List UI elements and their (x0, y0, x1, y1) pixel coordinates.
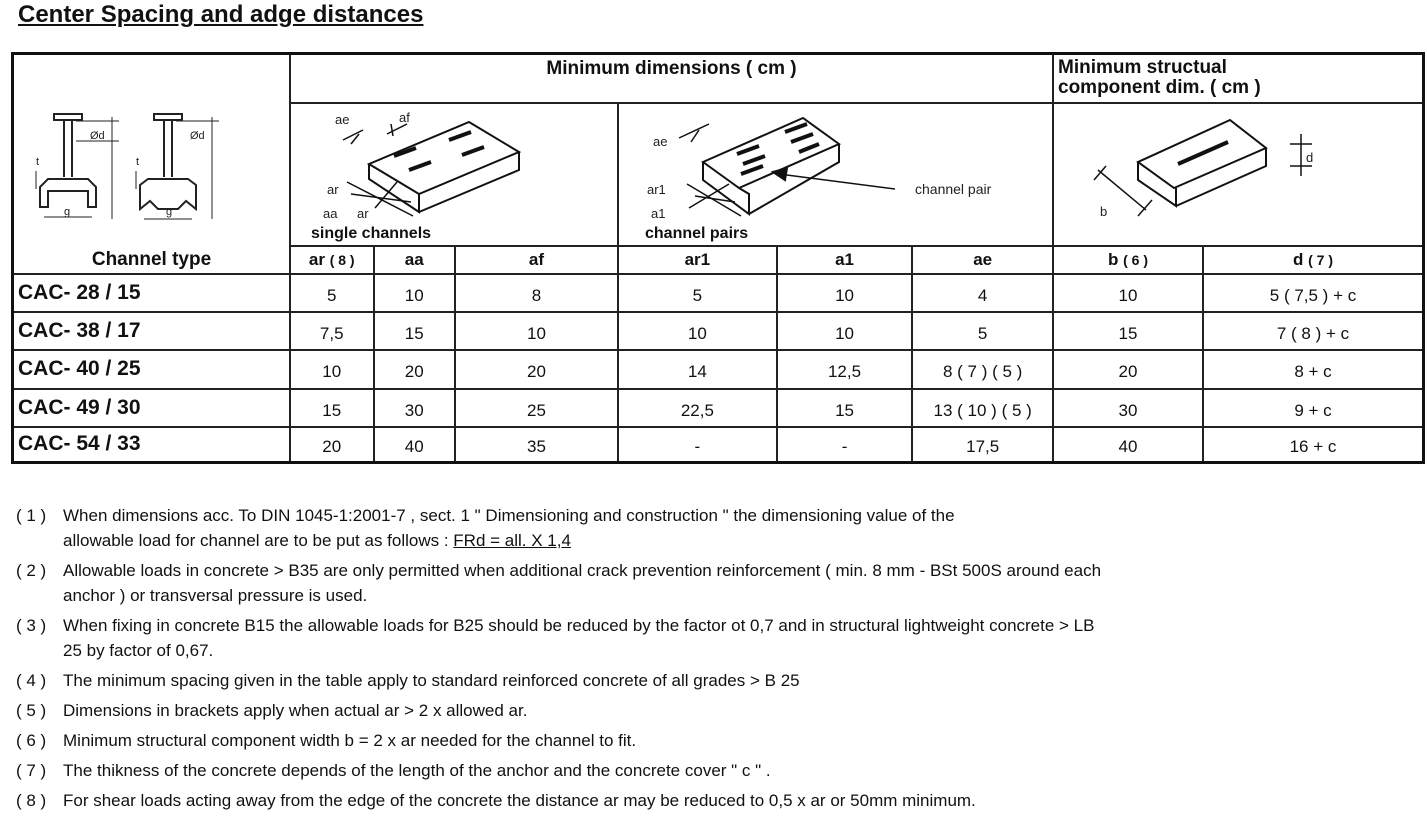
footnote-text: When dimensions acc. To DIN 1045-1:2001-7 , sect. 1 " Dimensioning and construction " the dimensioning value of the allowable load for channel are to be put as follows : FRd = all. X 1,4 (63, 506, 955, 550)
cell-ar: 15 (290, 389, 374, 427)
footnote-8 (16, 788, 1103, 813)
footnote-number: ( 1 ) (16, 506, 47, 525)
cell-a1: 10 (777, 274, 913, 312)
cell-af: 35 (455, 427, 618, 463)
channel-type-header-cell (13, 54, 291, 274)
ar-label-2: ar (357, 205, 369, 221)
cell-ae: 4 (912, 274, 1053, 312)
col-note-ar: ( 8 ) (329, 251, 355, 268)
cell-b: 10 (1053, 274, 1203, 312)
formula-underlined: FRd = all. X 1,4 (453, 531, 571, 550)
cell-a1: 12,5 (777, 350, 913, 389)
cell-b: 15 (1053, 312, 1203, 350)
channel-pair-label: channel pair (915, 180, 992, 197)
structural-figure (1054, 104, 1422, 245)
footnote-1 (16, 503, 1103, 553)
col-note-d: ( 7 ) (1308, 251, 1333, 268)
min-dimensions-header (290, 54, 1053, 103)
footnote-4 (16, 668, 1103, 693)
footnote-number: ( 2 ) (16, 561, 47, 580)
row-channel-type: CAC- 49 / 30 (13, 389, 291, 427)
channel-type-label: Channel type (91, 248, 212, 270)
cell-d: 16 + c (1203, 427, 1424, 463)
cell-aa: 20 (374, 350, 455, 389)
footnote-5 (16, 698, 1103, 723)
cell-ae: 13 ( 10 ) ( 5 ) (912, 389, 1053, 427)
page-title: Center Spacing and adge distances (18, 1, 424, 28)
cell-af: 10 (455, 312, 618, 350)
col-header-ae: ae (912, 246, 1053, 274)
cell-ar1: 14 (618, 350, 777, 389)
footnote-number: ( 6 ) (16, 731, 47, 750)
aa-label: aa (323, 205, 338, 221)
spacing-table (11, 52, 1425, 464)
pair-a1-label: a1 (651, 205, 666, 221)
g-label-left: g (64, 205, 71, 218)
t-label-right: t (136, 155, 140, 168)
footnote-text: Minimum structural component width b = 2 x ar needed for the channel to fit. (63, 731, 637, 750)
table-row (13, 274, 1424, 312)
footnote-7 (16, 758, 1103, 783)
row-channel-type: CAC- 38 / 17 (13, 312, 291, 350)
col-header-ar1: ar1 (618, 246, 777, 274)
t-label-left: t (36, 155, 40, 168)
col-header-b: b ( 6 ) (1053, 246, 1203, 274)
cell-af: 25 (455, 389, 618, 427)
channel-pairs-figure-cell (618, 103, 1053, 246)
cell-b: 20 (1053, 350, 1203, 389)
cell-a1: - (777, 427, 913, 463)
footnote-number: ( 8 ) (16, 791, 47, 810)
cell-ar: 10 (290, 350, 374, 389)
footnote-number: ( 5 ) (16, 701, 47, 720)
cell-ar: 7,5 (290, 312, 374, 350)
footnote-number: ( 3 ) (16, 616, 47, 635)
footnote-3 (16, 613, 1103, 663)
footnotes (16, 503, 1103, 818)
cell-a1: 15 (777, 389, 913, 427)
cell-ar1: 5 (618, 274, 777, 312)
channel-pairs-figure (619, 104, 1052, 245)
row-channel-type: CAC- 40 / 25 (13, 350, 291, 389)
cell-d: 9 + c (1203, 389, 1424, 427)
channel-profile-figure (14, 59, 289, 269)
ae-label: ae (335, 111, 350, 127)
col-header-d: d ( 7 ) (1203, 246, 1424, 274)
col-header-af: af (455, 246, 618, 274)
min-structural-line1: Minimum structual (1058, 57, 1227, 79)
ar-label-1: ar (327, 181, 339, 197)
single-channel-figure (291, 104, 617, 245)
col-header-aa: aa (374, 246, 455, 274)
cell-af: 20 (455, 350, 618, 389)
cell-af: 8 (455, 274, 618, 312)
af-label: af (399, 109, 410, 125)
footnote-number: ( 7 ) (16, 761, 47, 780)
spacing-table-wrapper (11, 52, 1425, 464)
col-note-b: ( 6 ) (1123, 251, 1148, 268)
footnote-text: When fixing in concrete B15 the allowable loads for B25 should be reduced by the factor ot 0,7 and in structural lightweight concrete > LB 25 by factor of 0,67. (63, 616, 1095, 660)
footnote-text: Allowable loads in concrete > B35 are only permitted when additional crack prevention reinforcement ( min. 8 mm - BSt 500S around each anchor ) or transversal pressure is used. (63, 561, 1102, 605)
footnote-text: For shear loads acting away from the edge of the concrete the distance ar may be reduced to 0,5 x ar or 50mm minimum. (63, 791, 976, 810)
cell-d: 8 + c (1203, 350, 1424, 389)
cell-ae: 8 ( 7 ) ( 5 ) (912, 350, 1053, 389)
table-row (13, 389, 1424, 427)
row-channel-type: CAC- 54 / 33 (13, 427, 291, 463)
cell-aa: 15 (374, 312, 455, 350)
min-structural-line2: component dim. ( cm ) (1058, 77, 1261, 99)
cell-aa: 40 (374, 427, 455, 463)
footnote-6 (16, 728, 1103, 753)
structural-figure-cell (1053, 103, 1424, 246)
min-structural-header (1053, 54, 1424, 103)
cell-b: 40 (1053, 427, 1203, 463)
footnote-number: ( 4 ) (16, 671, 47, 690)
cell-ae: 5 (912, 312, 1053, 350)
min-dimensions-text: Minimum dimensions ( cm ) (546, 58, 797, 79)
cell-d: 5 ( 7,5 ) + c (1203, 274, 1424, 312)
table-row (13, 350, 1424, 389)
cell-aa: 30 (374, 389, 455, 427)
g-label-right: g (166, 205, 173, 218)
pair-ae-label: ae (653, 133, 668, 149)
od-label-right: Ød (190, 129, 205, 142)
pair-ar1-label: ar1 (647, 181, 666, 197)
d-label: d (1306, 149, 1314, 165)
table-row (13, 427, 1424, 463)
table-row (13, 312, 1424, 350)
cell-ar1: 10 (618, 312, 777, 350)
channel-pairs-caption: channel pairs (645, 224, 749, 242)
footnote-2 (16, 558, 1103, 608)
footnote-text: The minimum spacing given in the table apply to standard reinforced concrete of all grades > B 25 (63, 671, 800, 690)
row-channel-type: CAC- 28 / 15 (13, 274, 291, 312)
cell-aa: 10 (374, 274, 455, 312)
cell-ar1: - (618, 427, 777, 463)
col-header-a1: a1 (777, 246, 913, 274)
cell-b: 30 (1053, 389, 1203, 427)
cell-a1: 10 (777, 312, 913, 350)
cell-ar: 5 (290, 274, 374, 312)
cell-ar: 20 (290, 427, 374, 463)
single-channel-figure-cell (290, 103, 618, 246)
single-channels-caption: single channels (311, 224, 432, 242)
cell-d: 7 ( 8 ) + c (1203, 312, 1424, 350)
footnote-text: The thikness of the concrete depends of the length of the anchor and the concrete cover " c " . (63, 761, 771, 780)
b-label: b (1100, 203, 1108, 219)
cell-ae: 17,5 (912, 427, 1053, 463)
col-header-ar: ar ( 8 ) (290, 246, 374, 274)
footnote-text: Dimensions in brackets apply when actual ar > 2 x allowed ar. (63, 701, 528, 720)
cell-ar1: 22,5 (618, 389, 777, 427)
od-label-left: Ød (90, 129, 105, 142)
